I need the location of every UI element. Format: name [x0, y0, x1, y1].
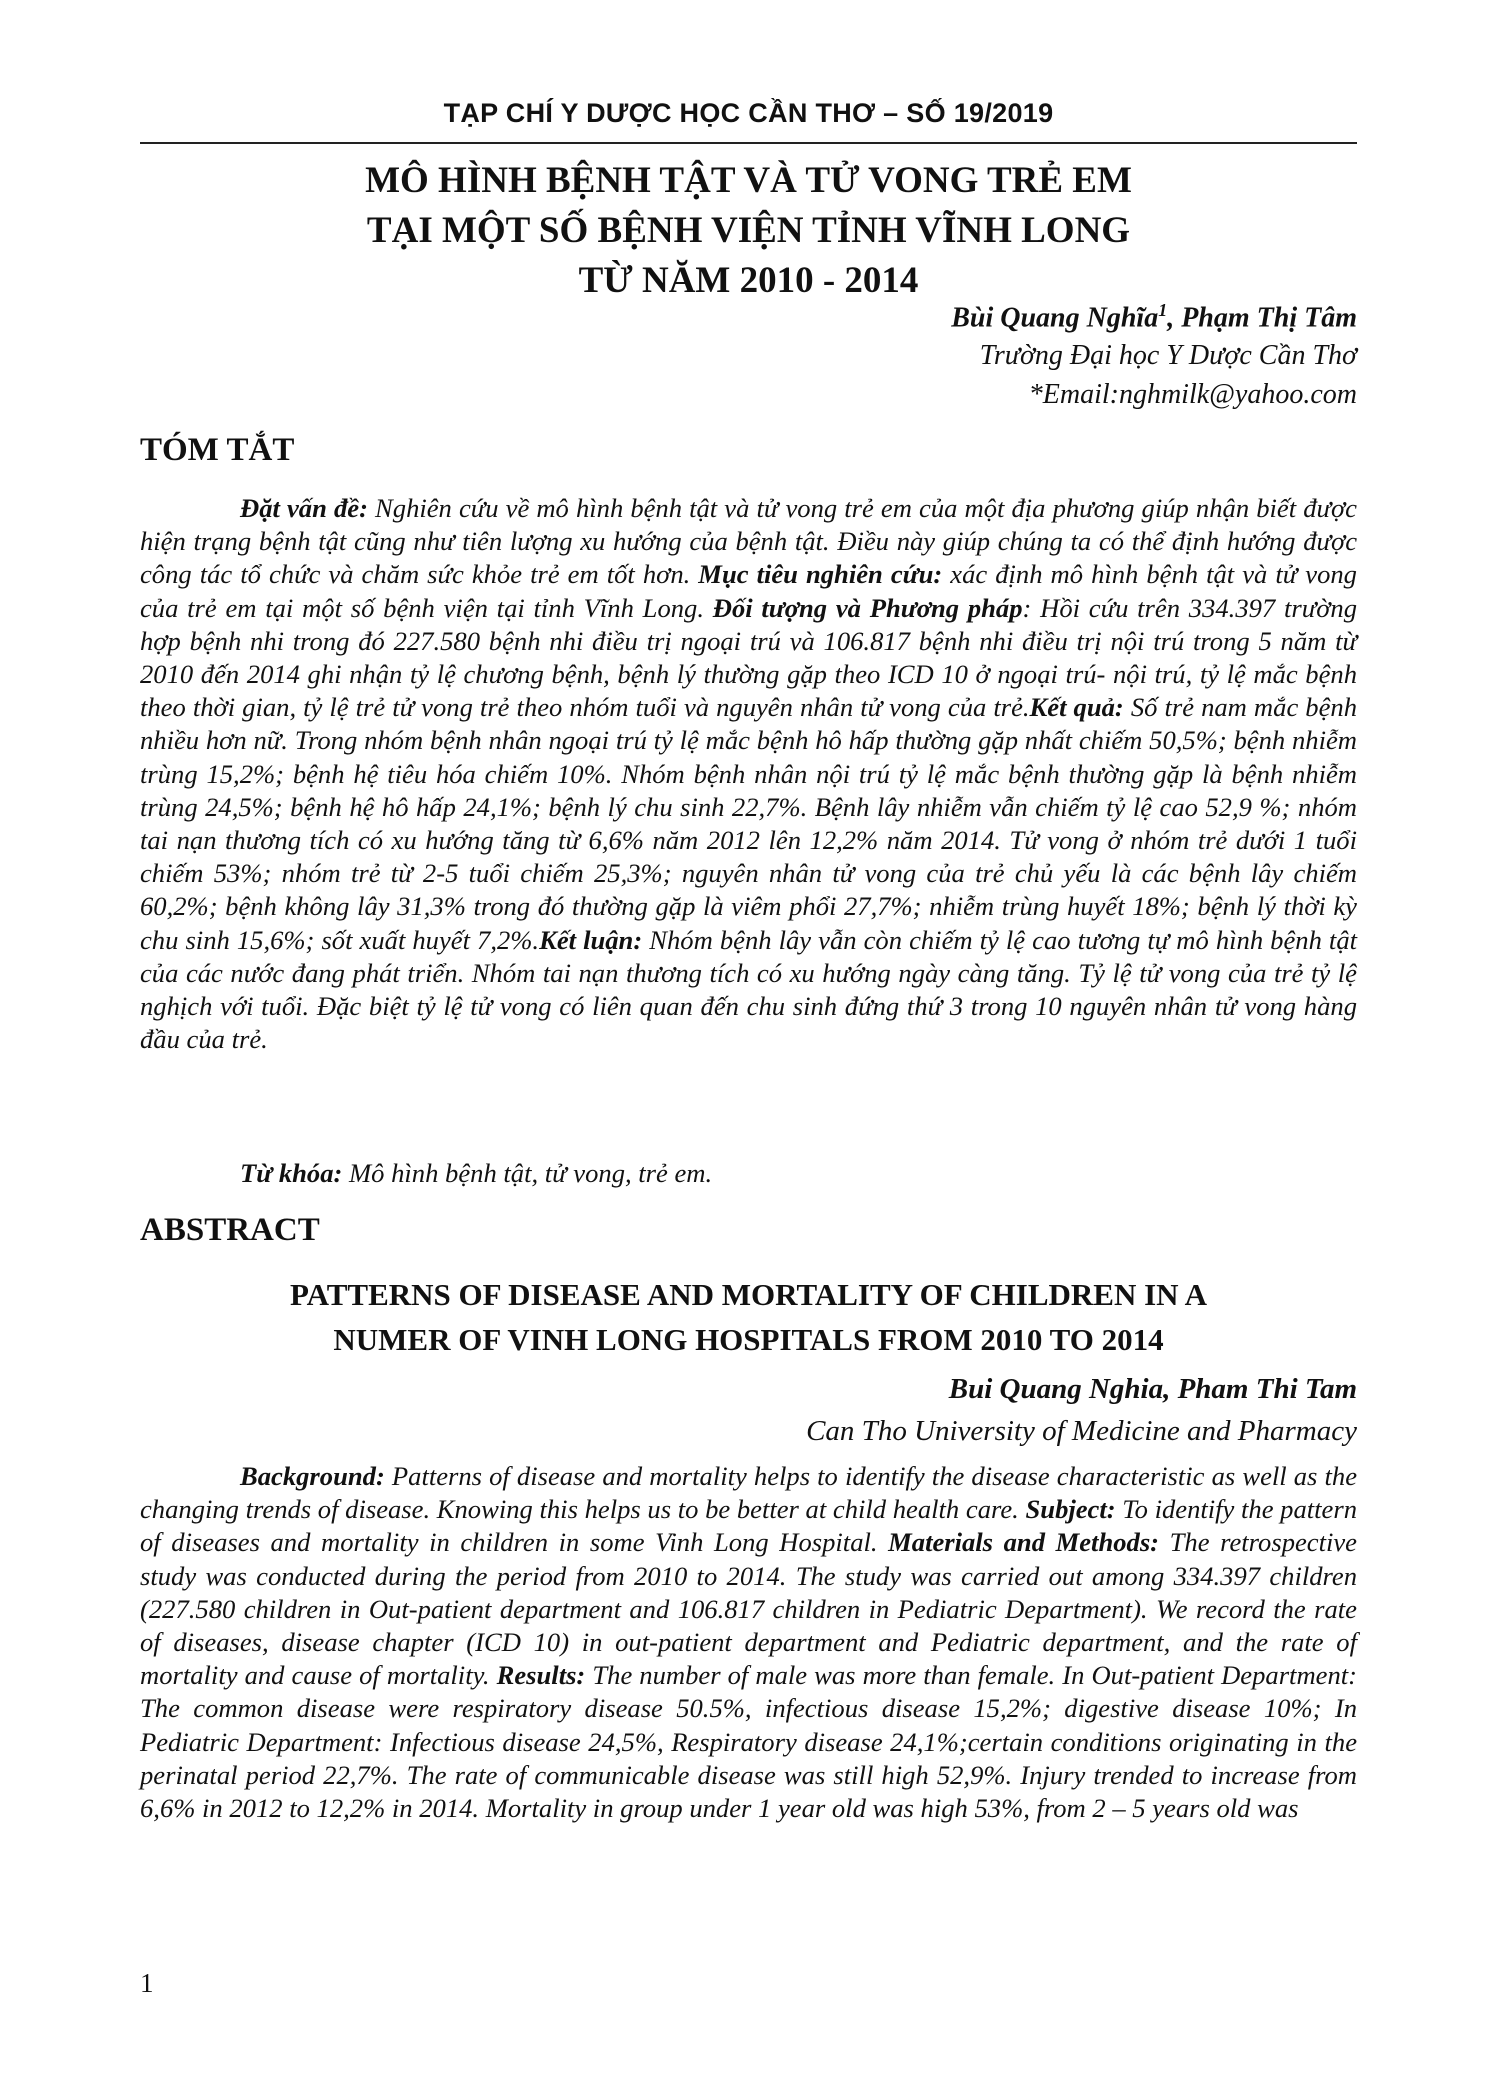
- vn-result-label: Kết quả:: [1029, 692, 1124, 723]
- abstract-paragraph: [140, 1460, 1357, 1825]
- en-authors: Bui Quang Nghia, Pham Thi Tam: [948, 1373, 1357, 1405]
- vn-author-1: Bùi Quang Nghĩa: [951, 302, 1159, 334]
- vn-background-text: Nghiên cứu về mô hình bệnh tật và tử vong trẻ em của một địa phương giúp nhận biết được hiện trạng bệnh tật cũng như tiên lượng xu hướng của bệnh tật. Điều này giúp chúng ta có thể định hướng được công tác tổ chức và chăm sức khỏe trẻ em tốt hơn.: [140, 493, 1357, 590]
- vn-method-label: Đối tượng và Phương pháp: [712, 592, 1023, 623]
- en-subject-label: Subject:: [1025, 1494, 1116, 1525]
- vietnamese-title: [140, 156, 1357, 306]
- en-result-text: The number of male was more than female. In Out-patient Department: The common disease were respiratory disease 50.5%, infectious disease 15,2%; digestive disease 10%; In Pediatric Department: Infectious disease 24,5%, Respiratory disease 24,1%;certain conditions originating in the perinatal period 22,7%. The rate of communicable disease was still high 52,9%. Injury trended to increase from 6,6% in 2012 to 12,2% in 2014. Mortality in group under 1 year old was high 53%, from 2 – 5 years old was: [140, 1660, 1357, 1824]
- vn-authors: [951, 300, 1357, 334]
- tom-tat-paragraph: [140, 492, 1357, 1056]
- header-rule: [140, 142, 1357, 144]
- page-number: 1: [140, 1968, 154, 1998]
- vn-title-line-3: TỪ NĂM 2010 - 2014: [578, 260, 919, 301]
- vn-keywords-text: Mô hình bệnh tật, tử vong, trẻ em.: [342, 1158, 713, 1188]
- vn-conclusion-text: Nhóm bệnh lây vẫn còn chiếm tỷ lệ cao tương tự mô hình bệnh tật của các nước đang phát triển. Nhóm tai nạn thương tích có xu hướng ngày càng tăng. Tỷ lệ tử vong của trẻ tỷ lệ nghịch với tuổi. Đặc biệt tỷ lệ tử vong có liên quan đến chu sinh đứng thứ 3 trong 10 nguyên nhân tử vong hàng đầu của trẻ.: [140, 924, 1358, 1055]
- vn-objective-text: xác định mô hình bệnh tật và tử vong của trẻ em tại một số bệnh viện tại tỉnh Vĩnh Long.: [140, 559, 1357, 623]
- en-background-label: Background:: [240, 1461, 385, 1491]
- vn-keywords-label: Từ khóa:: [240, 1158, 343, 1188]
- en-background-text: Patterns of disease and mortality helps to identify the disease characteristic as well as the changing trends of disease. Knowing this helps us to be better at child health care.: [140, 1461, 1357, 1525]
- vn-conclusion-label: Kết luận:: [539, 924, 643, 955]
- en-result-label: Results:: [496, 1660, 586, 1691]
- en-title-line-2: NUMER OF VINH LONG HOSPITALS FROM 2010 TO 2014: [333, 1322, 1164, 1357]
- vn-result-text: Số trẻ nam mắc bệnh nhiều hơn nữ. Trong nhóm bệnh nhân ngoại trú tỷ lệ mắc bệnh hô hấp thường gặp nhất chiếm 50,5%; bệnh nhiễm trùng 15,2%; bệnh hệ tiêu hóa chiếm 10%. Nhóm bệnh nhân nội trú tỷ lệ mắc bệnh thường gặp là bệnh nhiễm trùng 24,5%; bệnh hệ hô hấp 24,1%; bệnh lý chu sinh 22,7%. Bệnh lây nhiễm vẫn chiếm tỷ lệ cao 52,9 %; nhóm tai nạn thương tích có xu hướng tăng từ 6,6% năm 2012 lên 12,2% năm 2014. Tử vong ở nhóm trẻ dưới 1 tuổi chiếm 53%; nhóm trẻ từ 2-5 tuổi chiếm 25,3%; nguyên nhân tử vong của trẻ chủ yếu là các bệnh lây chiếm 60,2%; bệnh không lây 31,3% trong đó thường gặp là viêm phổi 27,7%; nhiễm trùng huyết 18%; bệnh lý thời kỳ chu sinh 15,6%; sốt xuất huyết 7,2%.: [140, 692, 1357, 955]
- vn-email: *Email:nghmilk@yahoo.com: [1028, 379, 1357, 410]
- vn-method-text: : Hồi cứu trên 334.397 trường hợp bệnh nhi trong đó 227.580 bệnh nhi điều trị ngoại trú và 106.817 bệnh nhi điều trị nội trú trong 5 năm từ 2010 đến 2014 ghi nhận tỷ lệ chương bệnh, bệnh lý thường gặp theo ICD 10 ở ngoại trú- nội trú, tỷ lệ mắc bệnh theo thời gian, tỷ lệ trẻ tử vong trẻ theo nhóm tuổi và nguyên nhân tử vong của trẻ.: [140, 592, 1358, 723]
- vn-author-1-superscript: 1: [1158, 300, 1168, 320]
- en-affiliation: Can Tho University of Medicine and Pharmacy: [806, 1415, 1357, 1447]
- abstract-heading: ABSTRACT: [140, 1212, 320, 1248]
- journal-header: TẠP CHÍ Y DƯỢC HỌC CẦN THƠ – SỐ 19/2019: [443, 98, 1054, 128]
- vn-author-2: , Phạm Thị Tâm: [1167, 302, 1357, 334]
- vn-title-line-2: TẠI MỘT SỐ BỆNH VIỆN TỈNH VĨNH LONG: [366, 210, 1131, 251]
- en-title-line-1: PATTERNS OF DISEASE AND MORTALITY OF CHILDREN IN A: [290, 1277, 1207, 1312]
- vn-keywords: [240, 1158, 712, 1189]
- en-method-text: The retrospective study was conducted during the period from 2010 to 2014. The study was carried out among 334.397 children (227.580 children in Out-patient department and 106.817 children in Pediatric Department). We record the rate of diseases, disease chapter (ICD 10) in out-patient department and Pediatric department, and the rate of mortality and cause of mortality.: [140, 1527, 1357, 1691]
- vn-title-line-1: MÔ HÌNH BỆNH TẬT VÀ TỬ VONG TRẺ EM: [365, 160, 1132, 201]
- tom-tat-heading: TÓM TẮT: [140, 432, 295, 468]
- vn-affiliation: Trường Đại học Y Dược Cần Thơ: [979, 340, 1357, 371]
- en-method-label: Materials and Methods:: [888, 1527, 1160, 1558]
- vn-objective-label: Mục tiêu nghiên cứu:: [698, 559, 943, 590]
- english-title: [140, 1272, 1357, 1362]
- vn-background-label: Đặt vấn đề:: [240, 493, 368, 523]
- en-subject-text: To identify the pattern of diseases and mortality in children in some Vinh Long Hospital.: [140, 1494, 1358, 1558]
